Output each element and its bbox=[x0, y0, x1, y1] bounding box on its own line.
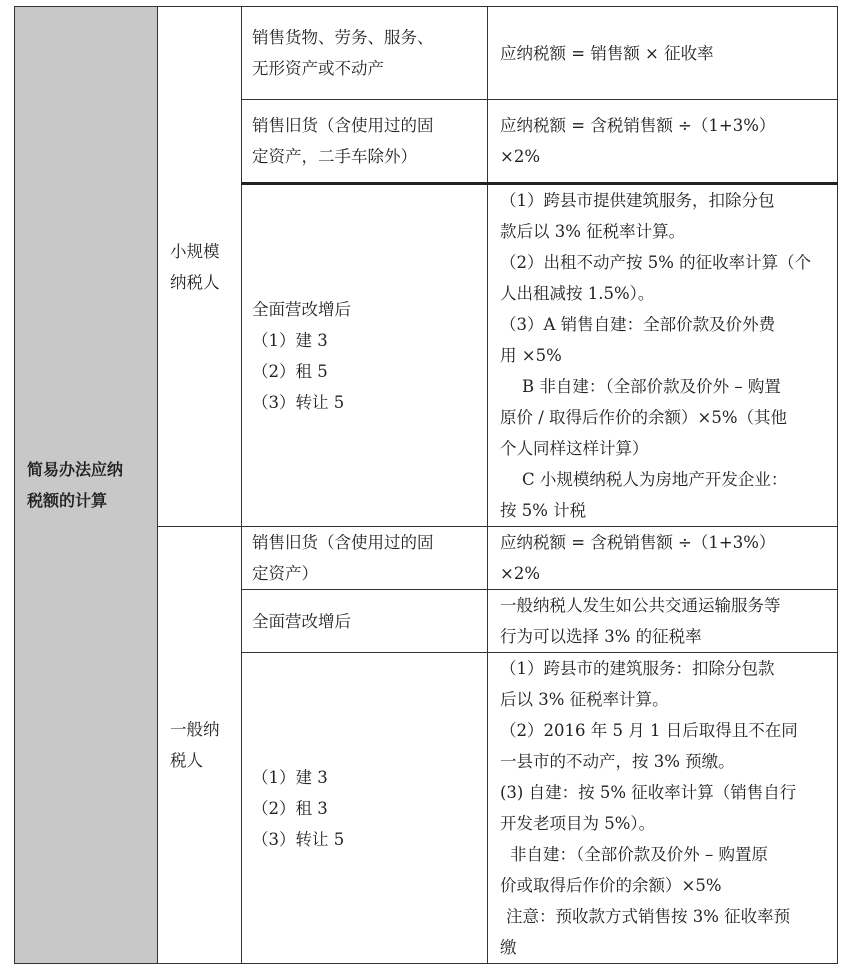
formula-text: 开发老项目为 5%）。 bbox=[500, 814, 656, 833]
item-text: 全面营改增后 bbox=[252, 299, 351, 319]
small-taxpayer-label: 小规模 bbox=[170, 241, 220, 261]
formula-text: 一般纳税人发生如公共交通运输服务等 bbox=[500, 596, 781, 615]
formula-text: 注意：预收款方式销售按 3% 征收率预 bbox=[506, 907, 791, 926]
formula-text: 原价 / 取得后作价的余额）×5%（其他 bbox=[500, 408, 788, 427]
formula-cell bbox=[488, 590, 838, 653]
item-text: （3）转让 5 bbox=[252, 829, 345, 849]
formula-text: C 小规模纳税人为房地产开发企业： bbox=[522, 470, 788, 489]
small-taxpayer-label: 纳税人 bbox=[170, 272, 220, 292]
item-text: 无形资产或不动产 bbox=[252, 59, 384, 78]
general-taxpayer-label: 税人 bbox=[170, 751, 203, 770]
item-text: 销售旧货（含使用过的固 bbox=[252, 116, 434, 135]
item-cell bbox=[242, 7, 488, 100]
formula-text: （1）跨县市的建筑服务：扣除分包款 bbox=[500, 659, 775, 678]
main-header-cell bbox=[15, 7, 158, 964]
formula-cell bbox=[488, 184, 838, 527]
formula-text: 一县市的不动产，按 3% 预缴。 bbox=[500, 752, 735, 771]
item-text: 定资产） bbox=[252, 564, 318, 583]
formula-cell bbox=[488, 7, 838, 100]
formula-text: (3) 自建：按 5% 征收率计算（销售自行 bbox=[500, 783, 797, 802]
formula-cell bbox=[488, 653, 838, 964]
formula-text: 人出租减按 1.5%）。 bbox=[500, 284, 655, 303]
formula-text: （3）A 销售自建：全部价款及价外费 bbox=[500, 315, 776, 334]
formula-text: （1）跨县市提供建筑服务，扣除分包 bbox=[500, 191, 775, 210]
item-cell bbox=[242, 590, 488, 653]
formula-text: （2）2016 年 5 月 1 日后取得且不在同 bbox=[500, 721, 798, 740]
small-taxpayer-label-cell bbox=[158, 7, 242, 527]
formula-text: 缴 bbox=[500, 938, 517, 957]
tax-calculation-table bbox=[14, 6, 838, 964]
formula-cell bbox=[488, 527, 838, 590]
item-text: 全面营改增后 bbox=[252, 611, 351, 631]
item-text: （2）租 3 bbox=[252, 798, 328, 818]
formula-text: ×2% bbox=[500, 564, 541, 583]
formula-text: 应纳税额 = 含税销售额 ÷（1+3%） bbox=[500, 116, 776, 135]
main-header-line: 税额的计算 bbox=[27, 491, 108, 510]
item-cell bbox=[242, 527, 488, 590]
table-row bbox=[15, 7, 838, 100]
item-text: 销售货物、劳务、服务、 bbox=[252, 28, 434, 47]
general-taxpayer-label: 一般纳 bbox=[170, 720, 220, 739]
item-text: （2）租 5 bbox=[252, 361, 328, 381]
item-cell bbox=[242, 653, 488, 964]
formula-text: ×2% bbox=[500, 147, 541, 166]
item-text: （3）转让 5 bbox=[252, 392, 345, 412]
formula-text: 应纳税额 = 含税销售额 ÷（1+3%） bbox=[500, 533, 776, 552]
item-text: （1）建 3 bbox=[252, 330, 328, 350]
general-taxpayer-label-cell bbox=[158, 527, 242, 964]
item-text: 销售旧货（含使用过的固 bbox=[252, 533, 434, 552]
formula-text: 按 5% 计税 bbox=[500, 501, 587, 520]
item-cell bbox=[242, 100, 488, 184]
formula-text: （2）出租不动产按 5% 的征收率计算（个 bbox=[500, 253, 812, 272]
formula-text: 用 ×5% bbox=[500, 346, 562, 365]
formula-text: 个人同样这样计算） bbox=[500, 439, 649, 458]
formula-text: 价或取得后作价的余额）×5% bbox=[500, 876, 722, 895]
item-text: 定资产，二手车除外） bbox=[252, 147, 417, 166]
formula-text: 款后以 3% 征税率计算。 bbox=[500, 222, 686, 241]
formula-text: B 非自建：（全部价款及价外 – 购置 bbox=[522, 377, 781, 396]
formula-text: 非自建：（全部价款及价外 – 购置原 bbox=[510, 845, 768, 864]
item-cell bbox=[242, 184, 488, 527]
formula-cell bbox=[488, 100, 838, 184]
item-text: （1）建 3 bbox=[252, 767, 328, 787]
main-header-line: 简易办法应纳 bbox=[27, 460, 124, 479]
formula-text: 行为可以选择 3% 的征税率 bbox=[500, 627, 702, 646]
formula-text: 后以 3% 征税率计算。 bbox=[500, 690, 669, 709]
formula-text: 应纳税额 = 销售额 × 征收率 bbox=[500, 43, 714, 63]
